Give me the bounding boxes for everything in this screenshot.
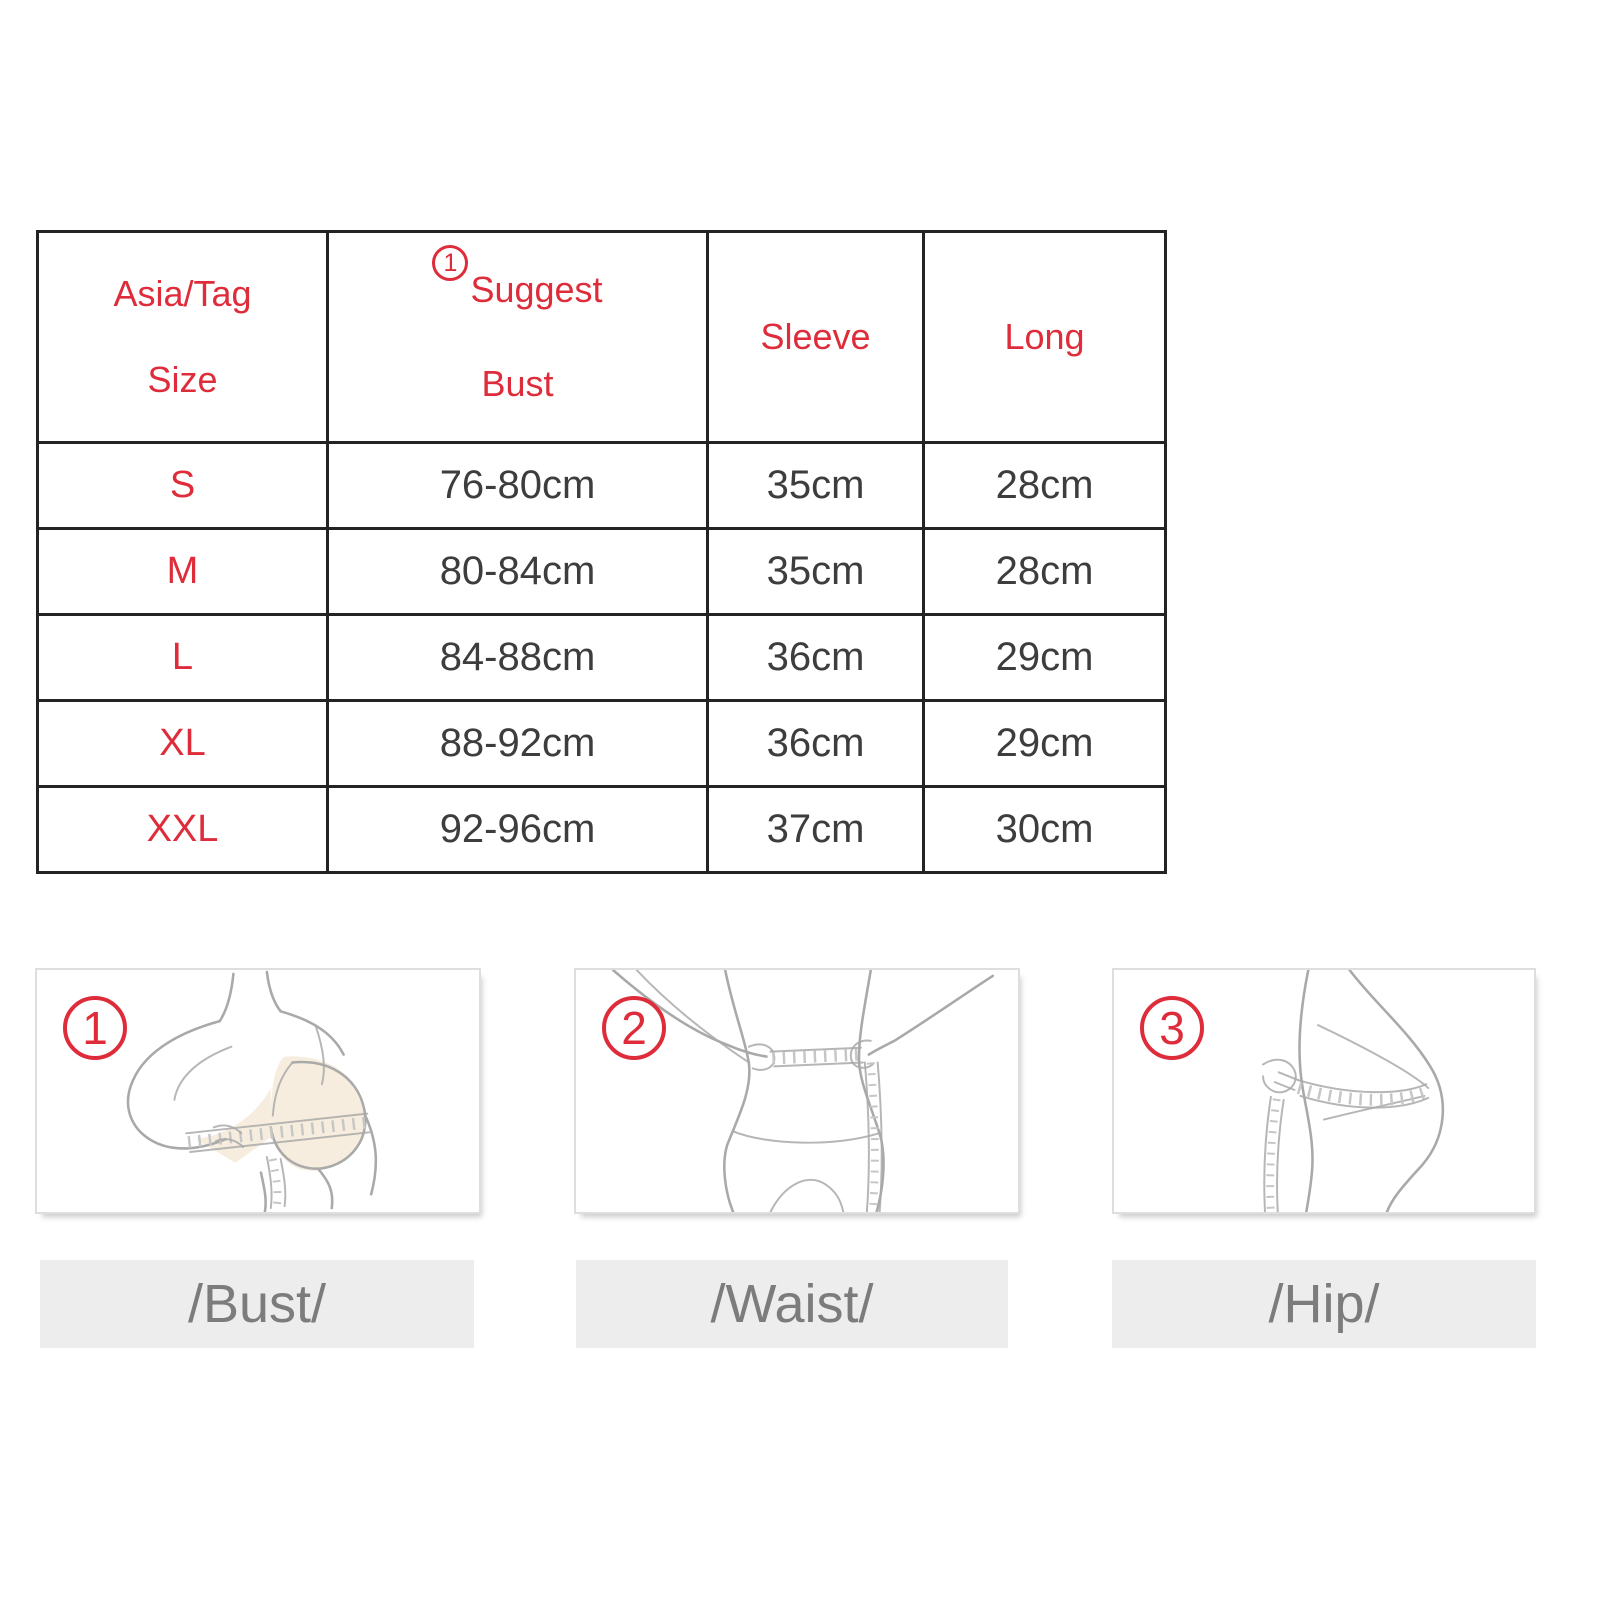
bust-cell: 76-80cm xyxy=(328,443,708,529)
size-chart-table xyxy=(36,230,1167,874)
long-cell: 29cm xyxy=(924,615,1166,701)
header-size-line: Size xyxy=(147,359,218,400)
long-cell: 28cm xyxy=(924,529,1166,615)
size-cell: L xyxy=(38,615,328,701)
size-cell: XXL xyxy=(38,787,328,873)
circled-3-marker: 3 xyxy=(1140,996,1204,1060)
bust-measurement-panel xyxy=(35,968,481,1214)
hip-measurement-panel xyxy=(1112,968,1536,1214)
circled-2-marker: 2 xyxy=(602,996,666,1060)
long-cell: 28cm xyxy=(924,443,1166,529)
bust-cell: 88-92cm xyxy=(328,701,708,787)
bust-cell: 84-88cm xyxy=(328,615,708,701)
header-asia-tag-line: Asia/Tag xyxy=(113,273,252,314)
waist-label-bar xyxy=(576,1260,1008,1348)
table-row xyxy=(38,443,1166,529)
bust-label: /Bust/ xyxy=(187,1274,327,1334)
table-header-row xyxy=(38,232,1166,443)
table-row xyxy=(38,701,1166,787)
waist-label: /Waist/ xyxy=(710,1274,874,1334)
header-bust-line: Bust xyxy=(481,363,554,404)
size-cell: XL xyxy=(38,701,328,787)
sleeve-cell: 37cm xyxy=(708,787,924,873)
sleeve-cell: 36cm xyxy=(708,701,924,787)
bust-cell: 80-84cm xyxy=(328,529,708,615)
header-long: Long xyxy=(924,232,1166,443)
hip-label-bar xyxy=(1112,1260,1536,1348)
table-row xyxy=(38,787,1166,873)
waist-measurement-panel xyxy=(574,968,1020,1214)
circled-1-marker: 1 xyxy=(63,996,127,1060)
bust-label-bar xyxy=(40,1260,474,1348)
sleeve-cell: 35cm xyxy=(708,443,924,529)
header-sleeve: Sleeve xyxy=(708,232,924,443)
header-asia-tag-size xyxy=(38,232,328,443)
long-cell: 29cm xyxy=(924,701,1166,787)
long-cell: 30cm xyxy=(924,787,1166,873)
circled-1-marker: 1 xyxy=(432,245,468,281)
table-row xyxy=(38,615,1166,701)
header-suggest-line: Suggest xyxy=(470,269,603,310)
sleeve-cell: 36cm xyxy=(708,615,924,701)
sleeve-cell: 35cm xyxy=(708,529,924,615)
header-suggest-bust xyxy=(328,232,708,443)
hip-label: /Hip/ xyxy=(1268,1274,1380,1334)
size-cell: M xyxy=(38,529,328,615)
bust-cell: 92-96cm xyxy=(328,787,708,873)
size-cell: S xyxy=(38,443,328,529)
table-row xyxy=(38,529,1166,615)
